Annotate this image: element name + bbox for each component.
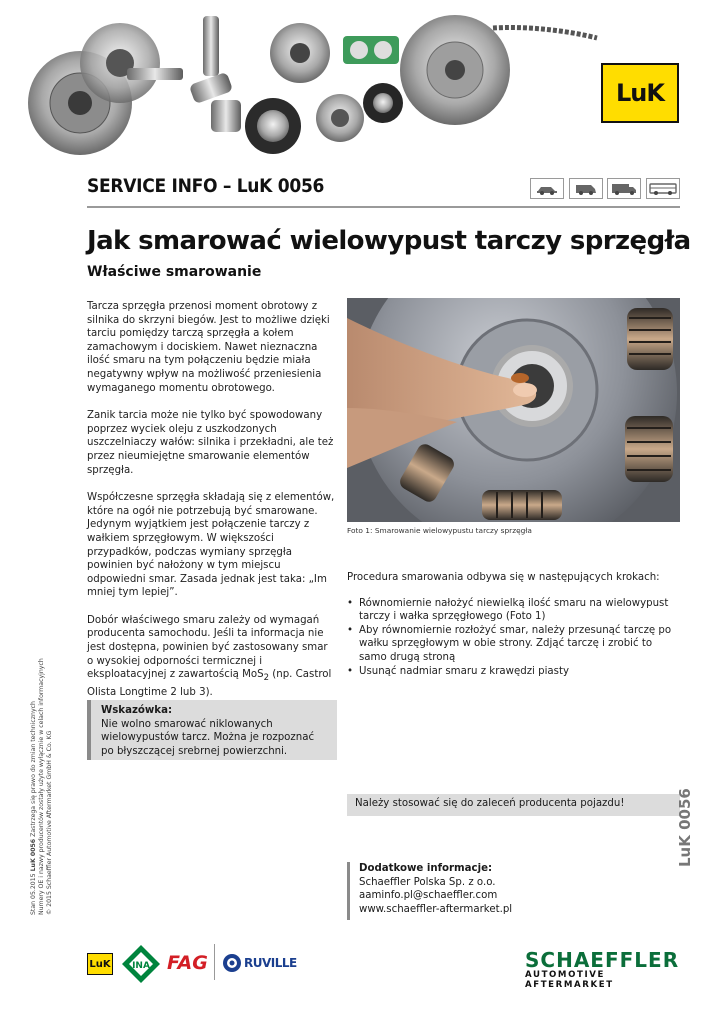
svg-text:INA: INA (132, 961, 150, 971)
luk-brand-logo: LuK (87, 953, 113, 975)
bus-icon (646, 178, 680, 199)
service-info-title: SERVICE INFO – LuK 0056 (87, 175, 325, 197)
legal-notice (30, 658, 53, 920)
contact-company: Schaeffler Polska Sp. z o.o. (359, 876, 496, 888)
hint-box (87, 700, 337, 760)
truck-icon (607, 178, 641, 199)
list-item: • Usunąć nadmiar smaru z krawędzi piasty (347, 665, 680, 679)
hint-text: Nie wolno smarować niklowanych wielowypustów tarcz. Można je rozpoznać po błyszczącej srebrnej powierzchni. (101, 718, 315, 757)
schaeffler-logo (525, 948, 680, 990)
procedure-intro: Procedura smarowania odbywa się w następujących krokach: (347, 572, 660, 583)
schaeffler-name: SCHAEFFLER (525, 948, 680, 972)
van-icon (569, 178, 603, 199)
legal-line-1: Stan 05.2015 LuK 0056 Zastrzega się prawo do zmian technicznych (30, 701, 37, 915)
photo-caption: Foto 1: Smarowanie wielowypustu tarczy sprzęgła (347, 526, 532, 535)
product-banner-image (25, 8, 600, 168)
brand-divider (214, 944, 215, 980)
header-divider (87, 206, 680, 208)
car-icon (530, 178, 564, 199)
paragraph: Zanik tarcia może nie tylko być spowodowany poprzez wyciek oleju z uszkodzonych uszczelniaczy wałów: silnika i przekładni, ale też przez nieumiejętne smarowanie elementów sprzęgła. (87, 410, 334, 476)
contact-title: Dodatkowe informacje: (359, 863, 493, 874)
luk-logo: LuK (601, 63, 679, 123)
fag-brand-logo: FAG (167, 952, 208, 974)
ina-brand-logo (121, 944, 161, 984)
clutch-lubrication-photo (347, 298, 680, 522)
list-item: • Aby równomiernie rozłożyć smar, należy przesunąć tarczę po wałku sprzęgłowym w obie strony. Zdjąć tarczę i zrobić to samo drugą stroną (347, 624, 680, 665)
side-document-label: LuK 0056 (676, 788, 694, 867)
legal-line-3: © 2015 Schaeffler Automotive Aftermarket GmbH & Co. KG (46, 730, 53, 915)
contact-email[interactable]: aaminfo.pl@schaeffler.com (359, 890, 498, 902)
body-text (87, 300, 337, 713)
legal-line-2: Numery OE i nazwy producentów zostały użyte wyłącznie w celach informacyjnych (38, 658, 45, 915)
page-title: Jak smarować wielowypust tarczy sprzęgła (87, 226, 691, 256)
procedure-section (347, 571, 680, 678)
paragraph: Dobór właściwego smaru zależy od wymagań producenta samochodu. Jeśli ta informacja nie jest dostępna, powinien być zastosowany smar o wysokiej odporności termicznej i eksploatacyjnej z zawartością MoS$_2$ (np. Castrol Olista Longtime 2 lub 3). (87, 614, 332, 698)
ruville-emblem-icon (222, 953, 242, 973)
paragraph: Tarcza sprzęgła przenosi moment obrotowy z silnika do skrzyni biegów. Jest to możliwe dzięki tarciu pomiędzy tarczą sprzęgła a kołem zamachowym i dociskiem. Nawet nieznaczna ilość smaru na tym połączeniu będzie miała negatywny wpływ na możliwość przeniesienia wymaganego momentu obrotowego. (87, 301, 330, 394)
manufacturer-notice: Należy stosować się do zaleceń producenta pojazdu! (347, 794, 680, 816)
contact-website[interactable]: www.schaeffler-aftermarket.pl (359, 903, 513, 915)
hint-title: Wskazówka: (101, 705, 173, 716)
ruville-brand-logo: RUVILLE (244, 956, 297, 970)
page-subtitle: Właściwe smarowanie (87, 264, 262, 280)
list-item: • Równomiernie nałożyć niewielką ilość smaru na wielowypust tarczy i wałka sprzęgłowego (Foto 1) (347, 597, 680, 624)
procedure-list (347, 597, 680, 679)
schaeffler-subtitle: AUTOMOTIVE AFTERMARKET (525, 970, 614, 990)
hint-accent-bar (87, 700, 91, 760)
paragraph: Współczesne sprzęgła składają się z elementów, które na ogół nie potrzebują być smarowane. Jedynym wyjątkiem jest połączenie tarczy z wałkiem sprzęgłowym. W większości przypadków, podczas wymiany sprzęgła powinien być nałożony w tym miejscu odpowiedni smar. Zasada jednak jest taka: „Im mniej tym lepiej”. (87, 492, 335, 599)
contact-info (347, 862, 647, 920)
